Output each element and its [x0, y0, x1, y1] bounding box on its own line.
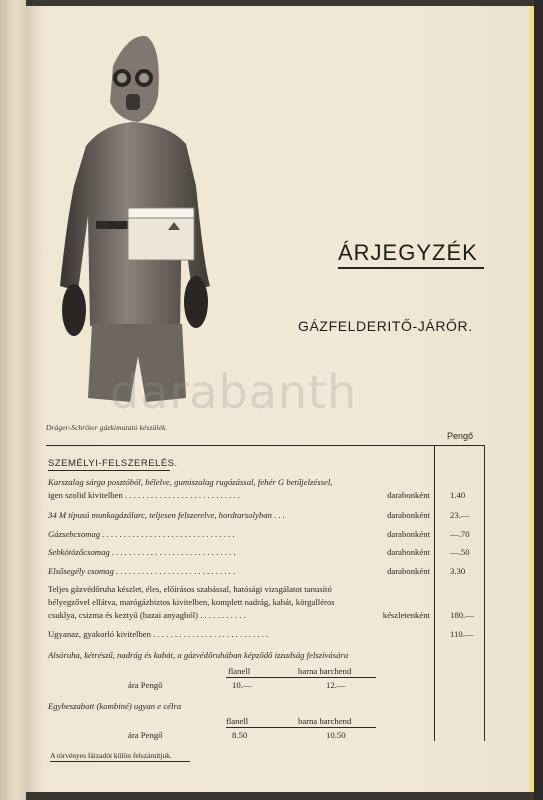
- item-unit: darabonként: [387, 510, 430, 520]
- section-underline: [48, 470, 170, 471]
- item-price: 3.30: [450, 566, 466, 576]
- combined-price-label: ára Pengő: [128, 730, 163, 740]
- item-price: 1.40: [450, 490, 466, 500]
- item-text: csuklya, csizma és keztyű (hazai anyagból) . . . . . . . . . . .: [48, 610, 246, 620]
- underwear-text: Alsóruha, kétrészű, nadrág és kabát, a gázvédőruhában képződő izzadság felszívására: [48, 650, 349, 660]
- item-text: Ugyanaz, gyakorló kivitelben . . . . . . . . . . . . . . . . . . . . . . . . . . .: [48, 629, 269, 639]
- underwear-col1-header: flanell: [228, 666, 251, 676]
- footnote-underline: [50, 761, 190, 762]
- item-unit: darabonként: [387, 547, 430, 557]
- footnote: A törvényes fáizadót külön felszámítjuk.: [50, 751, 172, 760]
- title-underline: [338, 267, 484, 269]
- background-edge: [534, 0, 543, 800]
- item-text: Teljes gázvédőruha készlet, éles, előírásos szabással, hatósági vizsgálatot tanusító: [48, 584, 332, 594]
- combined-price-barchend: 10.50: [326, 730, 346, 740]
- underwear-price-barchend: 12.—: [326, 680, 346, 690]
- combined-col2-header: barna barchend: [298, 716, 352, 726]
- item-text: 34 M típusú munkagázálarc, teljesen felszerelve, hordtarsolyban . . .: [48, 510, 285, 520]
- item-price: —.70: [450, 529, 470, 539]
- gas-protection-suit-illustration: [58, 36, 216, 406]
- watermark: darabanth: [110, 365, 358, 419]
- item-price: —.50: [450, 547, 470, 557]
- left-page-edge: [0, 0, 26, 800]
- underwear-header-rule: [226, 677, 376, 678]
- price-column-header: Pengő: [447, 431, 474, 441]
- item-price: 110.—: [450, 629, 474, 639]
- underwear-price-flanell: 10.—: [232, 680, 252, 690]
- underwear-price-label: ára Pengő: [128, 680, 163, 690]
- page-subtitle: GÁZFELDERITŐ-JÁRŐR.: [298, 318, 473, 334]
- table-top-rule: [46, 445, 484, 446]
- item-unit: darabonként: [387, 529, 430, 539]
- price-column-left-rule: [434, 445, 435, 741]
- item-unit: darabonként: [387, 490, 430, 500]
- item-price: 23.—: [450, 510, 470, 520]
- page-title: ÁRJEGYZÉK: [338, 240, 478, 265]
- item-text: igen szolid kivitelben . . . . . . . . . . . . . . . . . . . . . . . . . . .: [48, 490, 241, 500]
- item-unit: darabonként: [387, 566, 430, 576]
- item-text: Karszalag sárga posztóból, bélelve, gumiszalag rugózással, fehér G betűjelzéssel,: [48, 477, 333, 487]
- section-heading: SZEMÉLYI-FELSZERELÉS.: [48, 458, 178, 469]
- item-price: 180.—: [450, 610, 474, 620]
- price-column-right-rule: [484, 445, 485, 741]
- item-text: Gázsebcsomag . . . . . . . . . . . . . . . . . . . . . . . . . . . . . . .: [48, 529, 235, 539]
- item-text: Sebkötözőcsomag . . . . . . . . . . . . . . . . . . . . . . . . . . . . .: [48, 547, 236, 557]
- combined-price-flanell: 8.50: [232, 730, 248, 740]
- combined-header-rule: [226, 727, 376, 728]
- combined-col1-header: flanell: [226, 716, 249, 726]
- figure-caption: Dräger-Schröter gázkimutató készülék.: [46, 423, 168, 432]
- underwear-col2-header: barna barchend: [298, 666, 352, 676]
- item-text: bélyegzővel ellátva, marógázbiztos kivitelben, komplett nadrág, kabát, körgalléros: [48, 597, 335, 607]
- combined-text: Egybeszabott (kombiné) ugyan e célra: [48, 701, 182, 711]
- item-unit: készletenként: [382, 610, 430, 620]
- item-text: Elsősegély csomag . . . . . . . . . . . . . . . . . . . . . . . . . . . .: [48, 566, 236, 576]
